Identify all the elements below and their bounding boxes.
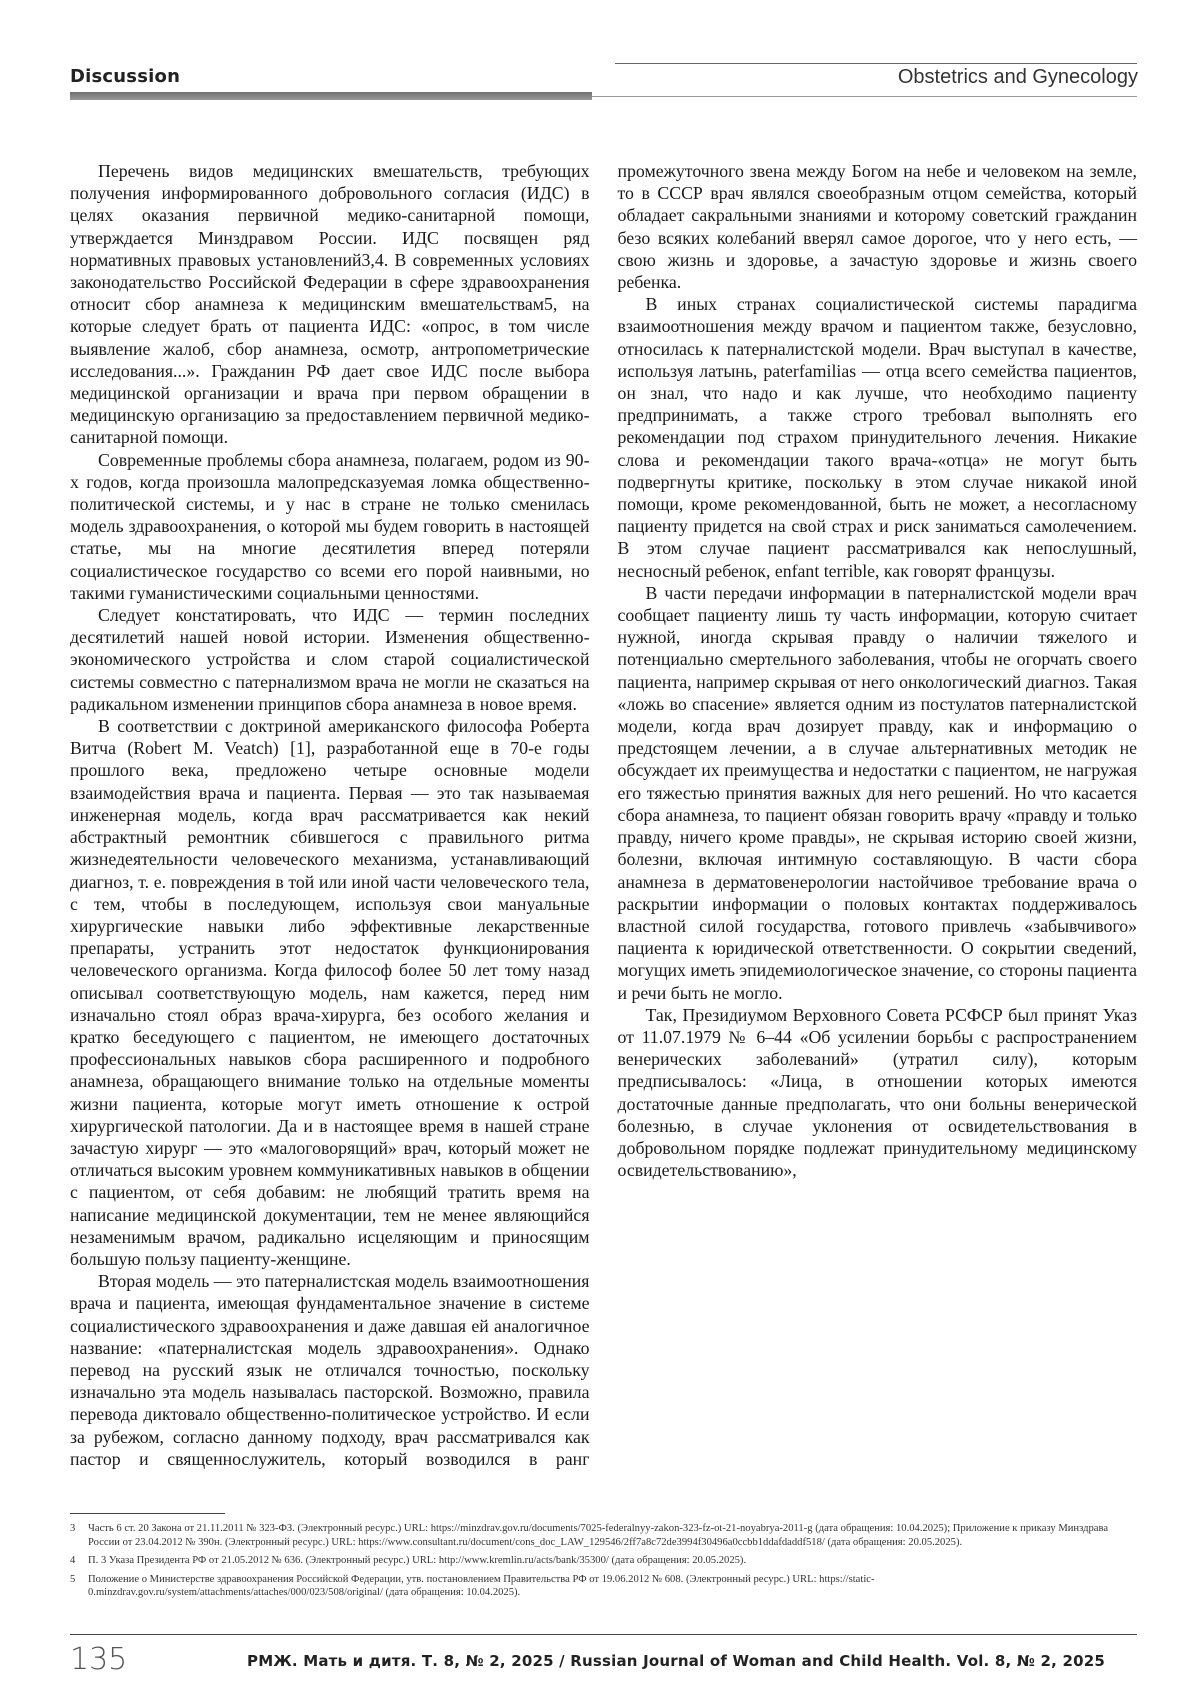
journal-section-label: Obstetrics and Gynecology <box>897 66 1138 88</box>
footer-rule <box>70 1634 1137 1635</box>
footnotes <box>70 1522 1137 1605</box>
footnote-number: 5 <box>70 1573 76 1585</box>
header-rule-top <box>615 63 1137 64</box>
page-number: 135 <box>70 1642 128 1677</box>
header-rule-thick <box>70 92 592 100</box>
paragraph: Перечень видов медицинских вмешательств, требующих получения информированного добровольного согласия (ИДС) в целях оказания первичной медико-санитарной помощи, утверждается Минздравом России. ИДС посвящен ряд нормативных правовых установлений3,4. В современных условиях законодательство Российской Федерации в сфере здравоохранения относит сбор анамнеза к медицинским вмешательствам5, на которые следует брать от пациента ИДС: «опрос, в том числе выявление жалоб, сбор анамнеза, осмотр, антропометрические исследования...». Гражданин РФ дает свое ИДС после выбора медицинской организации и врача при первом обращении в медицинскую организацию за предоставлением первичной медико-санитарной помощи. <box>70 161 590 448</box>
article-body <box>70 160 1137 1488</box>
paragraph: Современные проблемы сбора анамнеза, полагаем, родом из 90-х годов, когда произошла малопредсказуемая ломка общественно-политической системы, и у нас в стране не только сменилась модель здравоохранения, о которой мы будем говорить в настоящей статье, мы на многие десятилетия вперед потеряли социалистическое государство со всеми его порой наивными, но такими гуманистическими социальными ценностями. <box>70 449 590 603</box>
paragraph: Вторая модель — это патерналистская модель взаимоотношения врача и пациента, имеющая фундаментальное значение в системе социалистического здравоохранения и даже давшая ей аналогичное название: «патерналистская модель здравоохранения». Однако перевод на русский язык не отличался точностью, поскольку изначально эта модель называлась пасторской. Возможно, правила перевода диктовало общественно-политическое устройство. И если за рубежом, согласно данному подходу, врач рассматривался как пастор и священнослужитель, который возводился в ранг промежуточного звена между Богом на небе и человеком на земле, то в СССР врач являлся своеобразным отцом семейства, который обладает сакральными знаниями и которому советский гражданин безо всяких колебаний вверял самое дорогое, что у него есть, — свою жизнь и здоровье, а зачастую здоровье и жизнь своего ребенка. <box>70 161 1137 1469</box>
section-label: Discussion <box>70 66 181 87</box>
footnote-text: Положение о Министерстве здравоохранения Российской Федерации, утв. постановлением Правительства РФ от 19.06.2012 № 608. (Электронный ресурс.) URL: https://static-0.minzdrav.gov.ru/system/attachments/attaches/000/023/508/original/ (дата обращения: 10.04.2025). <box>88 1573 875 1599</box>
paragraph: Так, Президиумом Верховного Совета РСФСР был принят Указ от 11.07.1979 № 6–44 «Об усилении борьбы с распространением венерических заболеваний» (утратил силу), которым предписывалось: «Лица, в отношении которых имеются достаточные данные предполагать, что они больны венерической болезнью, в случае уклонения от освидетельствования в добровольном порядке подлежат принудительному медицинскому освидетельствованию», <box>617 1004 1137 1181</box>
footnote <box>70 1522 1137 1549</box>
footnote-number: 3 <box>70 1523 76 1534</box>
footnote <box>70 1573 1137 1600</box>
footnote-number: 4 <box>70 1555 76 1567</box>
paragraph: В соответствии с доктриной американского философа Роберта Витча (Robert M. Veatch) [1], разработанной еще в 70-е годы прошлого века, предложено четыре основные модели взаимодействия врача и пациента. Первая — это так называемая инженерная модель, когда врач рассматривается как некий абстрактный ремонтник сбившегося с правильного ритма жизнедеятельности человеческого механизма, устанавливающий диагноз, т. е. повреждения в той или иной части человеческого тела, с тем, чтобы в последующем, используя свои мануальные хирургические навыки либо эффективные лекарственные препараты, устранить этот недостаток функционирования человеческого организма. Когда философ более 50 лет тому назад описывал соответствующую модель, нам кажется, перед ним изначально стоял образ врача-хирурга, без особого желания и кратко беседующего с пациентом, не имеющего достаточных профессиональных навыков сбора расширенного и подробного анамнеза, обращающего внимание только на отдельные моменты жизни пациента, которые могут иметь отношение к острой хирургической патологии. Да и в настоящее время в нашей стране зачастую хирург — это «малоговорящий» врач, который может не отличаться высоким уровнем коммуникативных навыков в общении с пациентом, от себя добавим: не любящий тратить время на написание медицинской документации, тем не менее являющийся незаменимым врачом, радикально исцеляющим и приносящим большую пользу пациенту-женщине. <box>70 716 590 1269</box>
footnote <box>70 1554 1137 1568</box>
journal-citation: РМЖ. Мать и дитя. Т. 8, № 2, 2025 / Russian Journal of Woman and Child Health. Vol. 8, № 2, 2025 <box>247 1652 1105 1670</box>
paragraph: Следует констатировать, что ИДС — термин последних десятилетий нашей новой истории. Изменения общественно-экономического устройства и слом старой социалистической системы совместно с патернализмом врача не могли не сказаться на радикальном изменении принципов сбора анамнеза в новое время. <box>70 605 590 714</box>
paragraph: В иных странах социалистической системы парадигма взаимоотношения между врачом и пациентом также, безусловно, относилась к патерналистской модели. Врач выступал в качестве, используя латынь, paterfamilias — отца всего семейства пациентов, он знал, что надо и как лучше, что необходимо пациенту предпринимать, а также строго требовал выполнять его рекомендации под страхом принудительного лечения. Никакие слова и рекомендации такого врача-«отца» не могут быть подвергнуты критике, поскольку в этом случае никакой иной помощи, кроме рекомендованной, быть не может, а несогласному пациенту придется на свой страх и риск заниматься самолечением. В этом случае пациент рассматривался как непослушный, несносный ребенок, enfant terrible, как говорят французы. <box>617 294 1137 581</box>
footnote-divider <box>70 1513 225 1514</box>
footnote-text: Часть 6 ст. 20 Закона от 21.11.2011 № 323-ФЗ. (Электронный ресурс.) URL: https://minzdrav.gov.ru/documents/7025-federalnyy-zakon-323-fz-ot-21-noyabrya-2011-g (дата обращения: 10.04.2025); Приложение к приказу Минздрава России от 23.04.2012 № 390н. (Электронный ресурс.) URL: https://www.consultant.ru/document/cons_doc_LAW_129546/2ff7a8c72de3994f30496a0ccbb1ddafdaddf518/ (дата обращения: 20.05.2025). <box>88 1523 1109 1548</box>
paragraph: В части передачи информации в патерналистской модели врач сообщает пациенту лишь ту часть информации, которую считает нужной, иногда скрывая правду о наличии тяжелого и потенциально смертельного заболевания, чтобы не огорчать своего пациента, например скрывая от него онкологический диагноз. Такая «ложь во спасение» является одним из постулатов патерналистской модели, когда врач дозирует правду, как и информацию о предстоящем лечении, а в случае альтернативных методик не обсуждает их преимущества и недостатки с пациентом, не нагружая его тяжестью принятия важных для него решений. Но что касается сбора анамнеза, то пациент обязан говорить врачу «правду и только правду, ничего кроме правды», не скрывая историю своей жизни, болезни, включая интимную составляющую. В части сбора анамнеза в дерматовенерологии настойчивое требование врача о раскрытии информации о половых контактах поддерживалось властной силой государства, готового привлечь «забывчивого» пациента к юридической ответственности. О сокрытии сведений, могущих иметь эпидемиологическое значение, со стороны пациента и речи быть не могло. <box>617 582 1137 1003</box>
header-rule-thin <box>592 96 1137 97</box>
footnote-text: П. 3 Указа Президента РФ от 21.05.2012 № 636. (Электронный ресурс.) URL: http://www.kremlin.ru/acts/bank/35300/ (дата обращения: 20.05.2025). <box>88 1555 747 1567</box>
